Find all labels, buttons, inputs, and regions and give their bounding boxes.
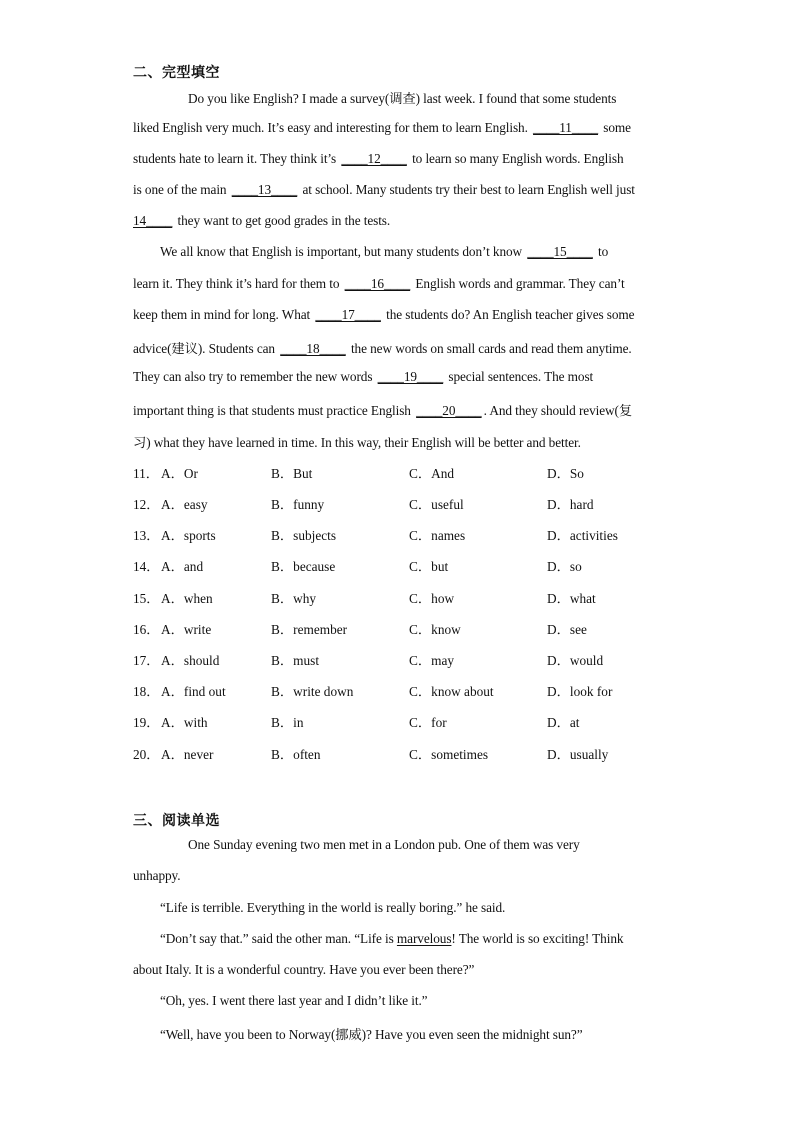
option-b: B．why: [271, 591, 317, 606]
option-d: D．usually: [547, 747, 609, 762]
option-c: C．names: [409, 528, 466, 543]
passage-text: the students do? An English teacher gives some: [386, 307, 635, 322]
question-options: [133, 744, 693, 762]
question-options: [133, 681, 693, 699]
passage-line: [133, 868, 180, 884]
option-c: C．may: [409, 653, 455, 668]
blank-11: ____11____: [533, 120, 599, 135]
question-number: 16．: [133, 622, 160, 637]
option-b: B．write down: [271, 684, 354, 699]
passage-text: They can also try to remember the new words: [133, 369, 373, 384]
option-d: D．so: [547, 559, 582, 574]
passage-text: liked English very much. It’s easy and interesting for them to learn English.: [133, 120, 528, 135]
passage-text: students hate to learn it. They think it’s: [133, 151, 337, 166]
passage-line: [133, 213, 390, 229]
option-a: A．when: [161, 591, 213, 606]
option-a: A．Or: [161, 466, 198, 481]
option-a: A．easy: [161, 497, 208, 512]
section-heading-reading: 三、阅读单选: [133, 813, 220, 829]
option-b: B．But: [271, 466, 313, 481]
option-c: C．but: [409, 559, 449, 574]
option-a: A．find out: [161, 684, 226, 699]
question-options: [133, 556, 693, 574]
underlined-word: marvelous: [396, 931, 452, 946]
blank-14: 14____: [133, 213, 173, 228]
question-number: 20．: [133, 747, 160, 762]
passage-text: to learn so many English words. English: [412, 151, 624, 166]
passage-text: advice(建议). Students can: [133, 341, 275, 356]
option-b: B．often: [271, 747, 321, 762]
passage-line: [133, 182, 635, 198]
passage-line: [160, 1024, 583, 1043]
question-number: 17．: [133, 653, 160, 668]
passage-text: One Sunday evening two men met in a London pub. One of them was very: [188, 837, 580, 852]
blank-15: ____15____: [527, 244, 593, 259]
passage-line: [133, 276, 625, 292]
passage-text: 习) what they have learned in time. In this way, their English will be better and better.: [133, 435, 581, 450]
option-a: A．and: [161, 559, 204, 574]
passage-text: special sentences. The most: [448, 369, 594, 384]
passage-line: [133, 962, 474, 978]
blank-13: ____13____: [231, 182, 298, 197]
option-c: C．how: [409, 591, 455, 606]
option-a: A．write: [161, 622, 212, 637]
option-d: D．would: [547, 653, 604, 668]
passage-line: [160, 244, 608, 260]
question-options: [133, 463, 693, 481]
question-number: 14．: [133, 559, 160, 574]
question-number: 19．: [133, 715, 160, 730]
question-number: 13．: [133, 528, 160, 543]
passage-line: [133, 338, 632, 357]
question-options: [133, 588, 693, 606]
option-d: D．what: [547, 591, 596, 606]
option-b: B．must: [271, 653, 320, 668]
question-number: 15．: [133, 591, 160, 606]
option-d: D．at: [547, 715, 580, 730]
passage-text: “Life is terrible. Everything in the world is really boring.” he said.: [160, 900, 506, 915]
passage-text: keep them in mind for long. What: [133, 307, 311, 322]
passage-line: [160, 993, 428, 1009]
option-a: A．with: [161, 715, 208, 730]
passage-text: English words and grammar. They can’t: [415, 276, 625, 291]
option-d: D．hard: [547, 497, 594, 512]
blank-19: ____19____: [377, 369, 444, 384]
passage-text: “Well, have you been to Norway(挪威)? Have you even seen the midnight sun?”: [160, 1027, 583, 1042]
passage-text: important thing is that students must practice English: [133, 403, 411, 418]
option-b: B．in: [271, 715, 304, 730]
option-c: C．And: [409, 466, 455, 481]
passage-line: [133, 151, 624, 167]
question-number: 11．: [133, 466, 160, 481]
passage-text: . And they should review(复: [483, 403, 633, 418]
passage-line: [133, 120, 631, 136]
question-options: [133, 650, 693, 668]
blank-17: ____17____: [315, 307, 381, 322]
passage-text: to: [598, 244, 609, 259]
passage-text: unhappy.: [133, 868, 181, 883]
option-d: D．activities: [547, 528, 618, 543]
passage-text: “Oh, yes. I went there last year and I didn’t like it.”: [160, 993, 428, 1008]
passage-line: [188, 837, 580, 853]
option-d: D．look for: [547, 684, 613, 699]
option-b: B．because: [271, 559, 336, 574]
passage-text: learn it. They think it’s hard for them to: [133, 276, 340, 291]
passage-text: some: [603, 120, 631, 135]
option-b: B．subjects: [271, 528, 337, 543]
passage-text: about Italy. It is a wonderful country. Have you ever been there?”: [133, 962, 475, 977]
passage-line: [160, 900, 505, 916]
passage-line: [133, 400, 632, 419]
blank-20: ____20____: [416, 403, 482, 418]
option-b: B．remember: [271, 622, 348, 637]
blank-16: ____16____: [344, 276, 411, 291]
passage-text: is one of the main: [133, 182, 227, 197]
passage-line: [133, 432, 581, 451]
passage-text: at school. Many students try their best to learn English well just: [302, 182, 635, 197]
question-options: [133, 494, 693, 512]
option-c: C．useful: [409, 497, 464, 512]
blank-18: ____18____: [280, 341, 346, 356]
blank-12: ____12____: [341, 151, 407, 166]
passage-line: [188, 88, 616, 107]
question-options: [133, 712, 693, 730]
option-d: D．see: [547, 622, 587, 637]
passage-line: [133, 307, 634, 323]
option-a: A．never: [161, 747, 214, 762]
passage-line: [133, 369, 593, 385]
passage-text: they want to get good grades in the tests.: [177, 213, 391, 228]
question-options: [133, 619, 693, 637]
passage-text: We all know that English is important, but many students don’t know: [160, 244, 523, 259]
option-c: C．for: [409, 715, 447, 730]
option-a: A．sports: [161, 528, 216, 543]
option-d: D．So: [547, 466, 584, 481]
option-c: C．know about: [409, 684, 494, 699]
passage-text: “Don’t say that.” said the other man. “Life is: [160, 931, 394, 946]
option-b: B．funny: [271, 497, 325, 512]
question-number: 18．: [133, 684, 160, 699]
passage-text: ! The world is so exciting! Think: [451, 931, 624, 946]
question-options: [133, 525, 693, 543]
option-c: C．sometimes: [409, 747, 489, 762]
passage-text: the new words on small cards and read them anytime.: [350, 341, 632, 356]
option-a: A．should: [161, 653, 220, 668]
section-heading-cloze: 二、完型填空: [133, 65, 220, 81]
passage-text: Do you like English? I made a survey(调查) last week. I found that some students: [188, 91, 617, 106]
passage-line: [160, 931, 623, 947]
option-c: C．know: [409, 622, 461, 637]
question-number: 12．: [133, 497, 160, 512]
